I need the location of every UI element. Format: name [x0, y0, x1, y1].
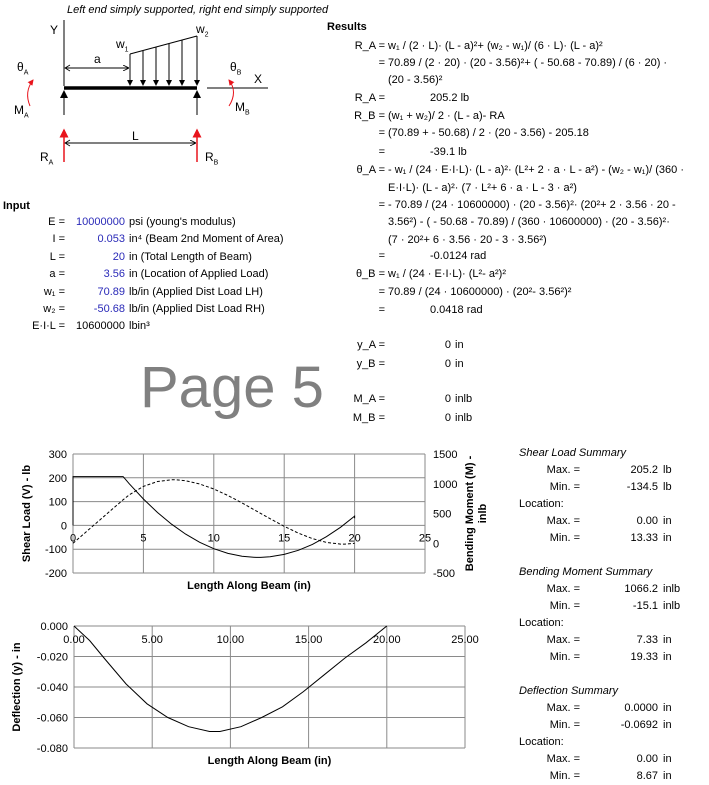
input-value[interactable]: 10000000	[76, 216, 125, 228]
summary-value: -0.0692	[620, 719, 658, 731]
x-tick-label: 10	[207, 532, 220, 545]
label-mb-text: M	[235, 100, 245, 114]
y-tick-label: 0.000	[40, 621, 68, 633]
y-tick-label: -0.080	[36, 743, 68, 755]
end-value: 0	[444, 412, 451, 424]
result-label: =	[378, 286, 385, 298]
input-value[interactable]: 70.89	[97, 285, 125, 298]
label-rb	[205, 150, 219, 167]
result-formula: - 70.89 / (24 · 10600000) · (20 - 3.56)²· (20²+ 2 · 3.56 · 20 -	[388, 199, 676, 211]
input-value[interactable]: 3.56	[103, 268, 125, 281]
label-y: Y	[50, 23, 59, 37]
input-unit: in (Location of Applied Load)	[129, 268, 269, 281]
label-ra	[40, 150, 54, 167]
label-w1-text: w	[116, 37, 125, 51]
summary-label: Min. =	[549, 600, 580, 612]
x-tick-label: 15	[278, 532, 291, 545]
end-value-unit: in	[455, 339, 464, 351]
summary-label: Min. =	[549, 481, 580, 493]
summary-unit: in	[663, 651, 672, 663]
input-value[interactable]: 0.053	[97, 233, 125, 246]
location-label: Location:	[519, 736, 564, 748]
result-label: θ_A =	[356, 164, 385, 176]
result-formula: 70.89 / (24 · 10600000) · (20²- 3.56²)²	[388, 286, 572, 298]
summary-title: Shear Load Summary	[519, 447, 626, 459]
x-axis-title: Length Along Beam (in)	[207, 755, 332, 767]
x-tick-label: 20	[348, 532, 361, 545]
summary-unit: in	[663, 770, 672, 782]
input-label: a =	[49, 268, 65, 281]
end-value-label: M_B =	[352, 412, 385, 424]
end-value: 0	[444, 393, 451, 405]
result-label: R_A =	[354, 92, 385, 104]
input-label: w₁ =	[43, 285, 65, 298]
summary-value: 1066.2	[624, 583, 658, 595]
input-unit: in (Total Length of Beam)	[129, 250, 252, 263]
input-unit: lbin³	[129, 320, 150, 333]
label-w2-sub: 2	[204, 31, 209, 39]
label-w1	[116, 37, 129, 54]
support-condition-title: Left end simply supported, right end simply supported	[67, 4, 329, 16]
summary-label: Min. =	[549, 651, 580, 663]
x-tick-label: 20.00	[373, 634, 401, 646]
summary-unit: lb	[663, 464, 672, 476]
result-formula: w₁ / (24 · E·I·L)· (L²- a²)²	[388, 268, 506, 280]
input-value: 10600000	[76, 320, 125, 333]
label-rb-text: R	[205, 150, 214, 164]
y2-tick-label: 1000	[433, 478, 458, 491]
result-formula: w₁ / (2 · L)· (L - a)²+ (w₂ - w₁)/ (6 · L)· (L - a)²	[388, 40, 603, 52]
input-unit: in⁴ (Beam 2nd Moment of Area)	[129, 233, 284, 246]
label-ma-text: M	[14, 103, 24, 117]
summary-unit: in	[663, 634, 672, 646]
summary-label: Max. =	[546, 753, 580, 765]
result-formula: - w₁ / (24 · E·I·L)· (L - a)²· (L²+ 2 · a · L - a²) - (w₂ - w₁)/ (360 ·	[388, 164, 684, 176]
result-label: R_A =	[354, 40, 385, 52]
result-value: 205.2 lb	[430, 92, 470, 104]
summary-label: Min. =	[549, 532, 580, 544]
deflection-chart	[0, 615, 500, 785]
result-label: θ_B =	[355, 268, 385, 280]
label-theta-b-sub: B	[236, 69, 242, 77]
summary-label: Max. =	[546, 583, 580, 595]
y2-tick-label: 500	[433, 508, 452, 521]
page-watermark: Page 5	[140, 355, 324, 420]
summary-unit: inlb	[663, 600, 681, 612]
summary-unit: in	[663, 719, 672, 731]
x-tick-label: 5.00	[141, 634, 163, 646]
input-label: w₂ =	[43, 303, 65, 315]
summary-unit: in	[663, 532, 672, 544]
end-value: 0	[444, 339, 451, 351]
y-axis-title: Shear Load (V) - lb	[21, 464, 33, 563]
summary-unit: in	[663, 515, 672, 527]
summary-value: 13.33	[630, 532, 658, 544]
label-theta-a	[17, 60, 29, 77]
label-w2	[196, 22, 209, 39]
end-value-label: y_A =	[357, 339, 385, 351]
input-value[interactable]: -50.68	[93, 303, 125, 315]
label-rb-sub: B	[213, 159, 219, 167]
summary-unit: lb	[663, 481, 672, 493]
x-tick-label: 0.00	[63, 634, 85, 646]
y2-tick-label: 1500	[433, 449, 458, 461]
result-label: =	[378, 57, 385, 69]
y-tick-label: 300	[48, 449, 67, 461]
end-value: 0	[444, 358, 451, 370]
moment-a-arrow	[28, 80, 33, 106]
summary-value: -15.1	[632, 600, 658, 612]
summary-value: 8.67	[636, 770, 658, 782]
summary-value: 205.2	[630, 464, 658, 476]
result-formula: (20 - 3.56)²	[388, 74, 443, 86]
input-value[interactable]: 20	[112, 250, 125, 263]
x-axis-title: Length Along Beam (in)	[187, 580, 311, 592]
summary-value: -134.5	[626, 481, 658, 493]
summary-title: Bending Moment Summary	[519, 566, 653, 578]
input-heading: Input	[3, 200, 30, 212]
result-value: -39.1 lb	[430, 146, 467, 158]
input-label: E·I·L =	[32, 320, 65, 333]
y-tick-label: -0.020	[36, 651, 68, 664]
input-label: L =	[49, 250, 65, 263]
input-unit: lb/in (Applied Dist Load RH)	[129, 303, 265, 315]
label-mb-sub: B	[245, 109, 250, 117]
label-theta-a-text: θ	[17, 60, 24, 74]
label-theta-b-text: θ	[230, 60, 237, 74]
summary-label: Min. =	[549, 719, 580, 731]
result-label: =	[378, 146, 385, 158]
result-formula: 70.89 / (2 · 20) · (20 - 3.56)²+ ( - 50.68 - 70.89) / (6 · 20) ·	[388, 57, 668, 69]
result-formula: (7 · 20²+ 6 · 3.56 · 20 - 3 · 3.56²)	[388, 234, 547, 246]
label-x: X	[254, 72, 263, 86]
moment-b-arrow	[229, 80, 234, 106]
summary-label: Max. =	[546, 634, 580, 646]
x-tick-label: 15.00	[294, 634, 323, 646]
result-value: -0.0124 rad	[430, 250, 487, 262]
label-theta-b	[230, 60, 242, 77]
end-value-unit: inlb	[455, 393, 473, 405]
result-formula: (w₁ + w₂)/ 2 · (L - a)- RA	[388, 110, 505, 122]
summary-value: 0.00	[636, 515, 658, 527]
end-value-label: M_A =	[353, 393, 385, 405]
end-value-label: y_B =	[356, 358, 385, 370]
y-tick-label: -0.060	[36, 712, 68, 725]
result-label: R_B =	[354, 110, 385, 122]
result-label: =	[378, 250, 385, 262]
y-axis-title: Deflection (y) - in	[11, 642, 23, 732]
summary-label: Min. =	[549, 770, 580, 782]
summary-unit: in	[663, 753, 672, 765]
shear-moment-chart	[0, 440, 500, 640]
summary-value: 19.33	[630, 651, 658, 663]
summary-label: Max. =	[546, 515, 580, 527]
x-tick-label: 5	[140, 532, 147, 545]
result-label: =	[378, 199, 385, 211]
y-tick-label: -0.040	[36, 682, 68, 694]
input-unit: lb/in (Applied Dist Load LH)	[129, 285, 263, 298]
label-l: L	[132, 129, 139, 143]
result-label: =	[378, 304, 385, 316]
support-b	[193, 90, 201, 98]
label-theta-a-sub: A	[23, 69, 29, 77]
summary-value: 0.00	[636, 753, 658, 765]
y2-axis-title: Bending Moment (M) -inlb	[464, 455, 489, 572]
location-label: Location:	[519, 498, 564, 510]
result-formula: (70.89 + - 50.68) / 2 · (20 - 3.56) - 205.18	[388, 127, 589, 139]
summary-unit: inlb	[663, 583, 681, 595]
x-tick-label: 25	[418, 532, 432, 545]
y-tick-label: 200	[48, 472, 67, 485]
label-ra-sub: A	[48, 159, 54, 167]
label-w2-text: w	[196, 22, 205, 36]
label-ma-sub: A	[24, 112, 29, 120]
input-unit: psi (young's modulus)	[129, 216, 236, 228]
label-ra-text: R	[40, 150, 49, 164]
x-tick-label: 0	[69, 532, 77, 545]
x-tick-label: 10.00	[216, 634, 245, 646]
y2-tick-label: 0	[433, 538, 440, 551]
y-tick-label: 100	[48, 496, 67, 509]
load-top-line	[130, 36, 197, 54]
label-mb	[235, 100, 250, 117]
result-formula: E·I·L)· (L - a)²· (7 · L²+ 6 · a · L - 3 · a²)	[388, 182, 577, 194]
input-label: E =	[48, 216, 65, 228]
end-value-unit: in	[455, 358, 464, 370]
distributed-load-arrows	[130, 36, 197, 85]
input-label: I =	[52, 233, 65, 246]
results-heading: Results	[327, 21, 367, 33]
support-a	[60, 90, 68, 98]
location-label: Location:	[519, 617, 564, 629]
y-tick-label: -200	[44, 568, 67, 580]
summary-label: Max. =	[546, 464, 580, 476]
y2-tick-label: -500	[433, 568, 456, 580]
label-a: a	[94, 52, 101, 66]
y-tick-label: 0	[60, 520, 67, 533]
result-formula: 3.56²) - ( - 50.68 - 70.89) / (360 · 10600000) · (20 - 3.56)²·	[388, 216, 670, 228]
label-w1-sub: 1	[124, 46, 129, 54]
end-value-unit: inlb	[455, 412, 473, 424]
summary-label: Max. =	[546, 702, 580, 714]
label-ma	[14, 103, 29, 120]
y-tick-label: -100	[44, 544, 67, 557]
result-value: 0.0418 rad	[430, 304, 483, 316]
summary-unit: in	[663, 702, 672, 714]
summary-title: Deflection Summary	[519, 685, 619, 697]
result-label: =	[378, 127, 385, 139]
summary-value: 0.0000	[624, 702, 658, 714]
x-tick-label: 25.00	[451, 634, 479, 646]
summary-value: 7.33	[636, 634, 658, 646]
